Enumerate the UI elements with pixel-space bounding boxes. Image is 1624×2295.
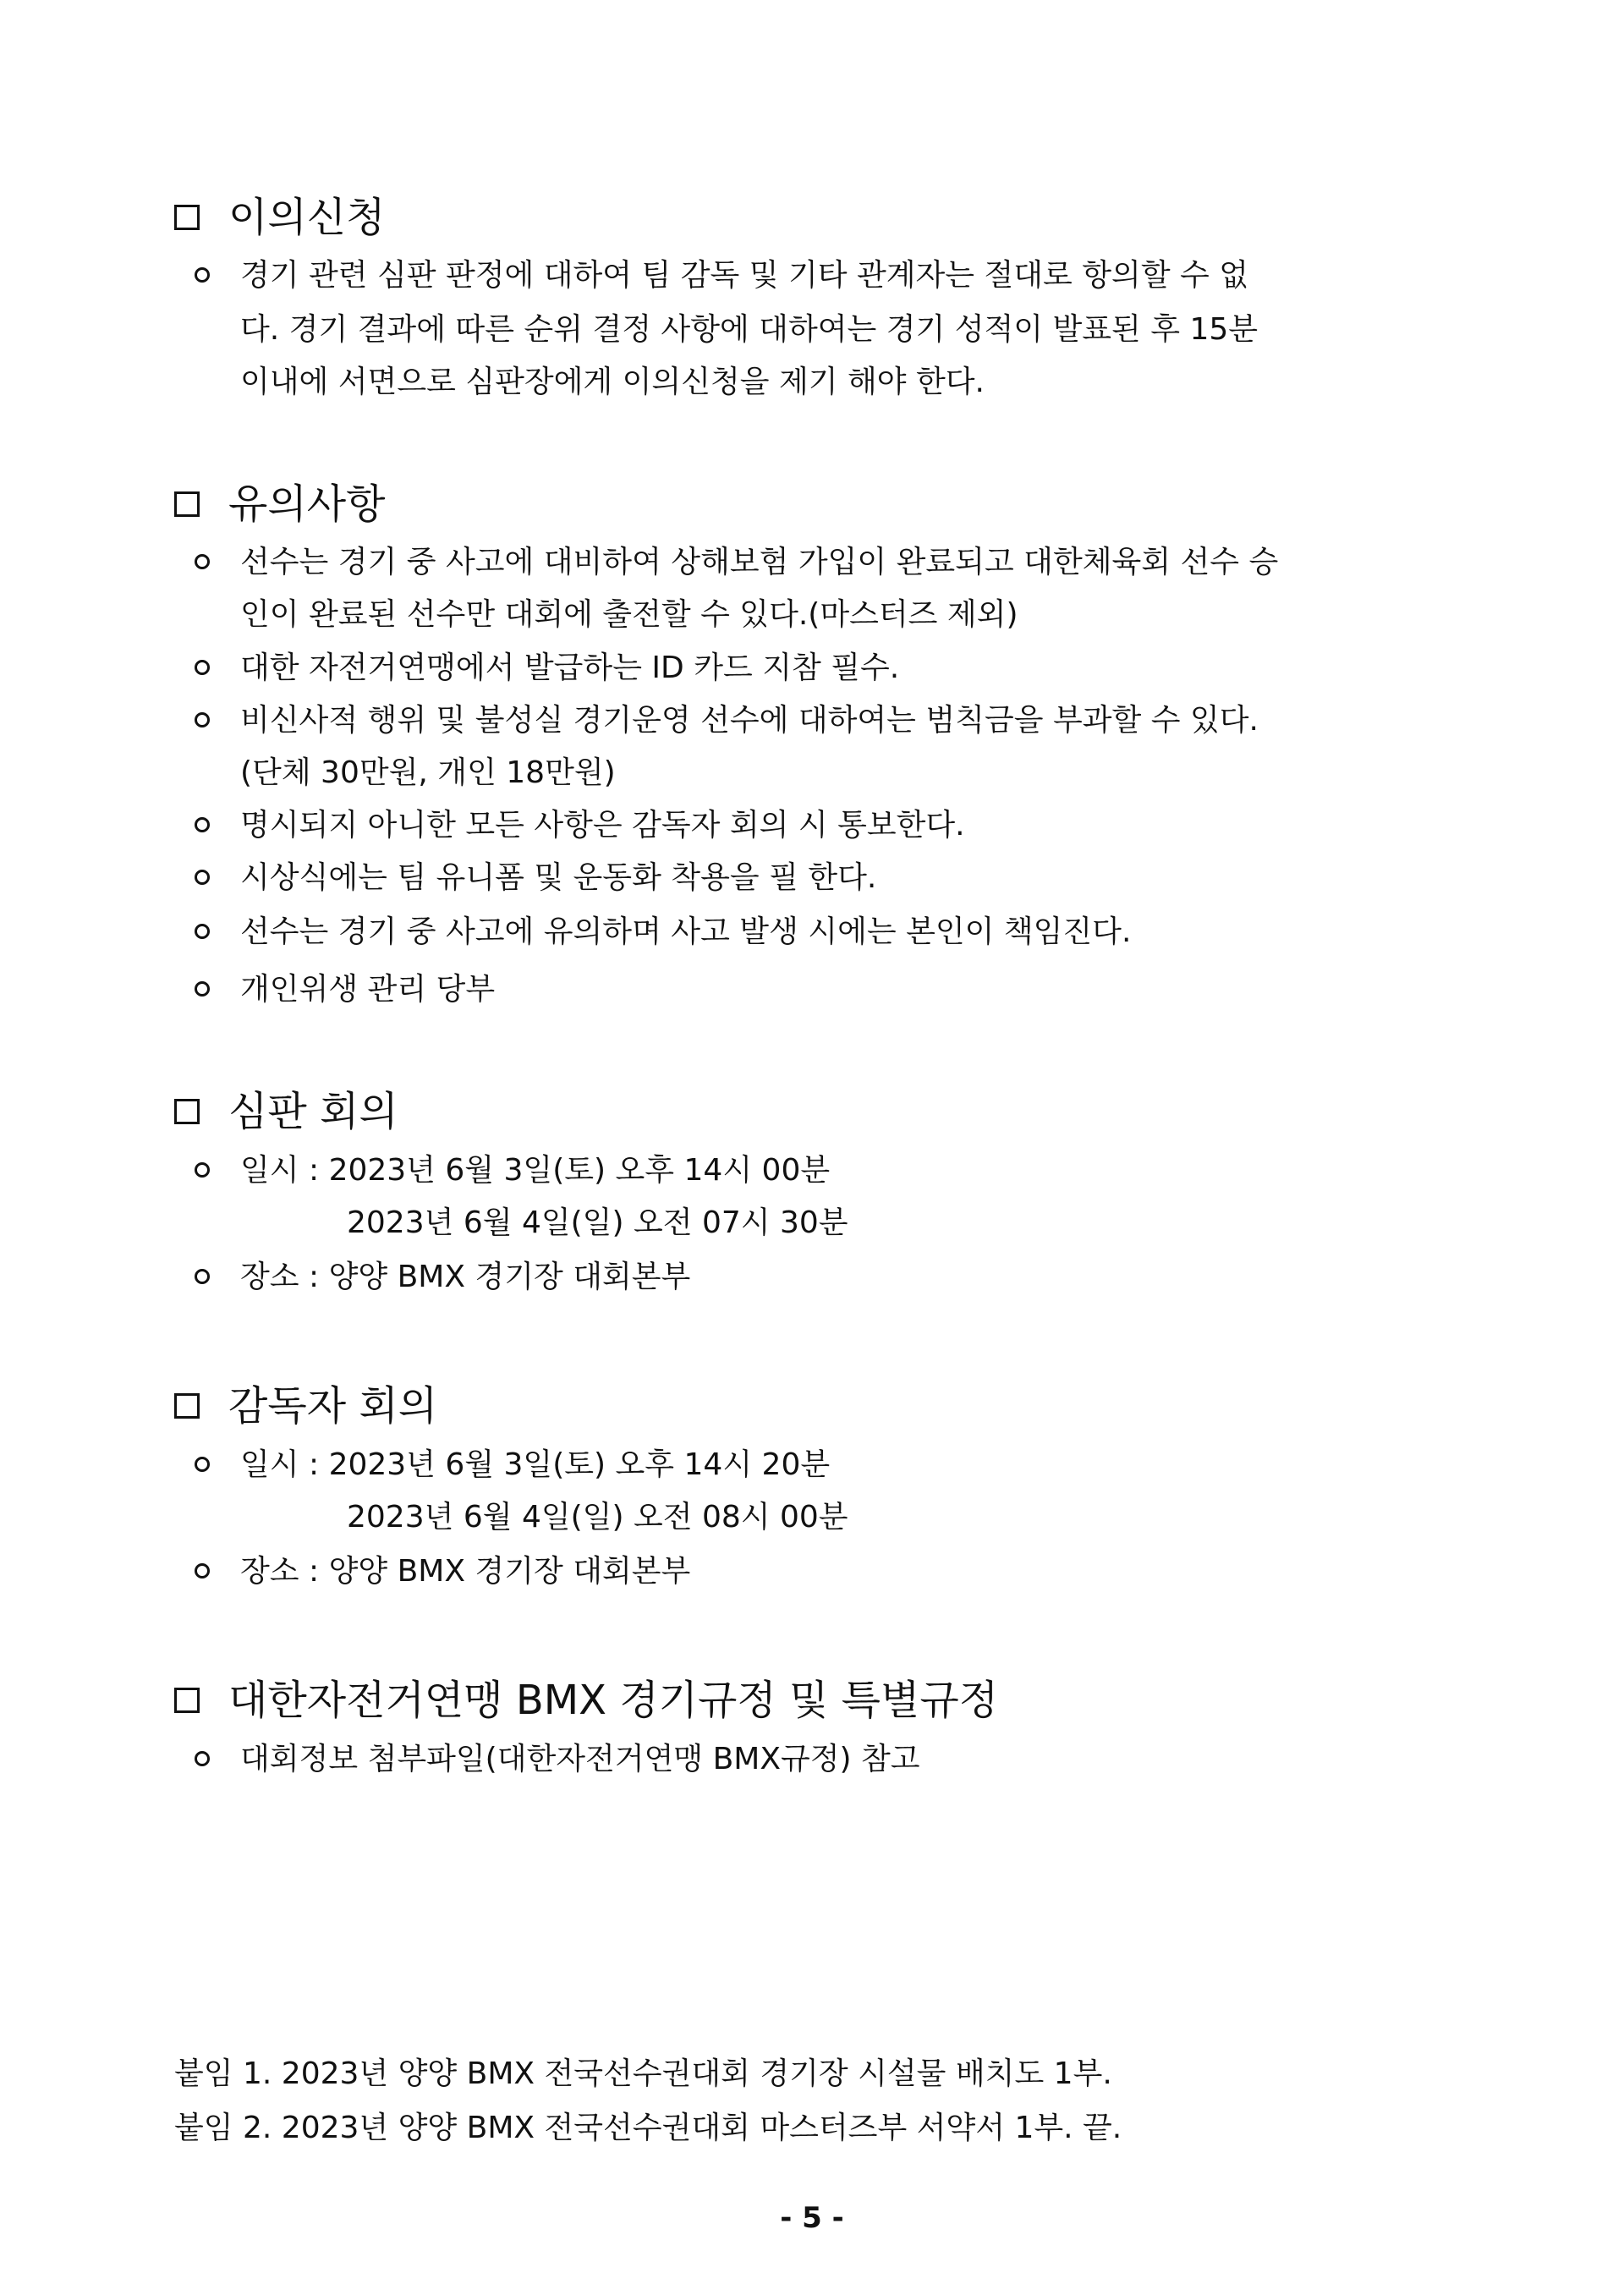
bullet-text: 시상식에는 팀 유니폼 및 운동화 착용을 필 한다. — [240, 860, 877, 895]
bullet-text: 개인위생 관리 당부 — [240, 972, 496, 1007]
section-title: 감독자 회의 — [228, 1382, 438, 1430]
circle-bullet-icon — [195, 981, 210, 997]
bullet-text: 비신사적 행위 및 불성실 경기운영 선수에 대하여는 범칙금을 부과할 수 있다. — [240, 703, 1259, 738]
section-heading-appeal — [174, 192, 385, 243]
attachment-line: 붙임 1. 2023년 양양 BMX 전국선수권대회 경기장 시설물 배치도 1부. — [174, 2056, 1112, 2091]
bullet-text: 일시 : 2023년 6월 3일(토) 오후 14시 20분 — [240, 1447, 831, 1482]
bullet-text: 대회정보 첨부파일(대한자전거연맹 BMX규정) 참고 — [240, 1742, 920, 1776]
circle-bullet-icon — [195, 1269, 210, 1284]
attachment-line: 붙임 2. 2023년 양양 BMX 전국선수권대회 마스터즈부 서약서 1부. 끝. — [174, 2111, 1122, 2145]
circle-bullet-icon — [195, 660, 210, 675]
checkbox-square-icon — [174, 205, 200, 230]
bullet-text: 장소 : 양양 BMX 경기장 대회본부 — [240, 1554, 691, 1589]
circle-bullet-icon — [195, 924, 210, 939]
circle-bullet-icon — [195, 554, 210, 569]
bullet-text-continued: (단체 30만원, 개인 18만원) — [240, 755, 616, 790]
circle-bullet-icon — [195, 1457, 210, 1472]
bullet-text: 명시되지 아니한 모든 사항은 감독자 회의 시 통보한다. — [240, 808, 965, 843]
section-heading-manager-meeting — [174, 1381, 437, 1431]
section-title: 심판 회의 — [228, 1088, 398, 1135]
bullet-text-continued: 이내에 서면으로 심판장에게 이의신청을 제기 해야 한다. — [240, 365, 985, 399]
bullet-text: 선수는 경기 중 사고에 대비하여 상해보험 가입이 완료되고 대한체육회 선수 승 — [240, 545, 1279, 579]
circle-bullet-icon — [195, 817, 210, 832]
page-number: - 5 - — [780, 2201, 844, 2235]
bullet-text: 장소 : 양양 BMX 경기장 대회본부 — [240, 1260, 691, 1294]
section-title: 유의사항 — [228, 480, 386, 528]
checkbox-square-icon — [174, 1688, 200, 1713]
bullet-text: 경기 관련 심판 판정에 대하여 팀 감독 및 기타 관계자는 절대로 항의할 수 없 — [240, 258, 1249, 293]
bullet-text-continued: 인이 완료된 선수만 대회에 출전할 수 있다.(마스터즈 제외) — [240, 597, 1018, 632]
bullet-text-continued: 2023년 6월 4일(일) 오전 07시 30분 — [347, 1205, 848, 1240]
circle-bullet-icon — [195, 870, 210, 885]
checkbox-square-icon — [174, 1099, 200, 1124]
bullet-text: 일시 : 2023년 6월 3일(토) 오후 14시 00분 — [240, 1153, 831, 1188]
circle-bullet-icon — [195, 1162, 210, 1178]
bullet-text: 선수는 경기 중 사고에 유의하며 사고 발생 시에는 본인이 책임진다. — [240, 914, 1132, 949]
circle-bullet-icon — [195, 1563, 210, 1578]
checkbox-square-icon — [174, 491, 200, 517]
circle-bullet-icon — [195, 267, 210, 283]
section-heading-notes — [174, 479, 385, 530]
section-title: 대한자전거연맹 BMX 경기규정 및 특별규정 — [228, 1677, 999, 1724]
section-title: 이의신청 — [228, 194, 386, 241]
circle-bullet-icon — [195, 1751, 210, 1766]
section-heading-rules — [174, 1675, 998, 1726]
section-heading-referee-meeting — [174, 1086, 398, 1137]
bullet-text-continued: 다. 경기 결과에 따른 순위 결정 사항에 대하여는 경기 성적이 발표된 후 15분 — [240, 312, 1259, 347]
checkbox-square-icon — [174, 1393, 200, 1419]
circle-bullet-icon — [195, 712, 210, 727]
bullet-text: 대한 자전거연맹에서 발급하는 ID 카드 지참 필수. — [240, 651, 900, 685]
bullet-text-continued: 2023년 6월 4일(일) 오전 08시 00분 — [347, 1500, 848, 1535]
